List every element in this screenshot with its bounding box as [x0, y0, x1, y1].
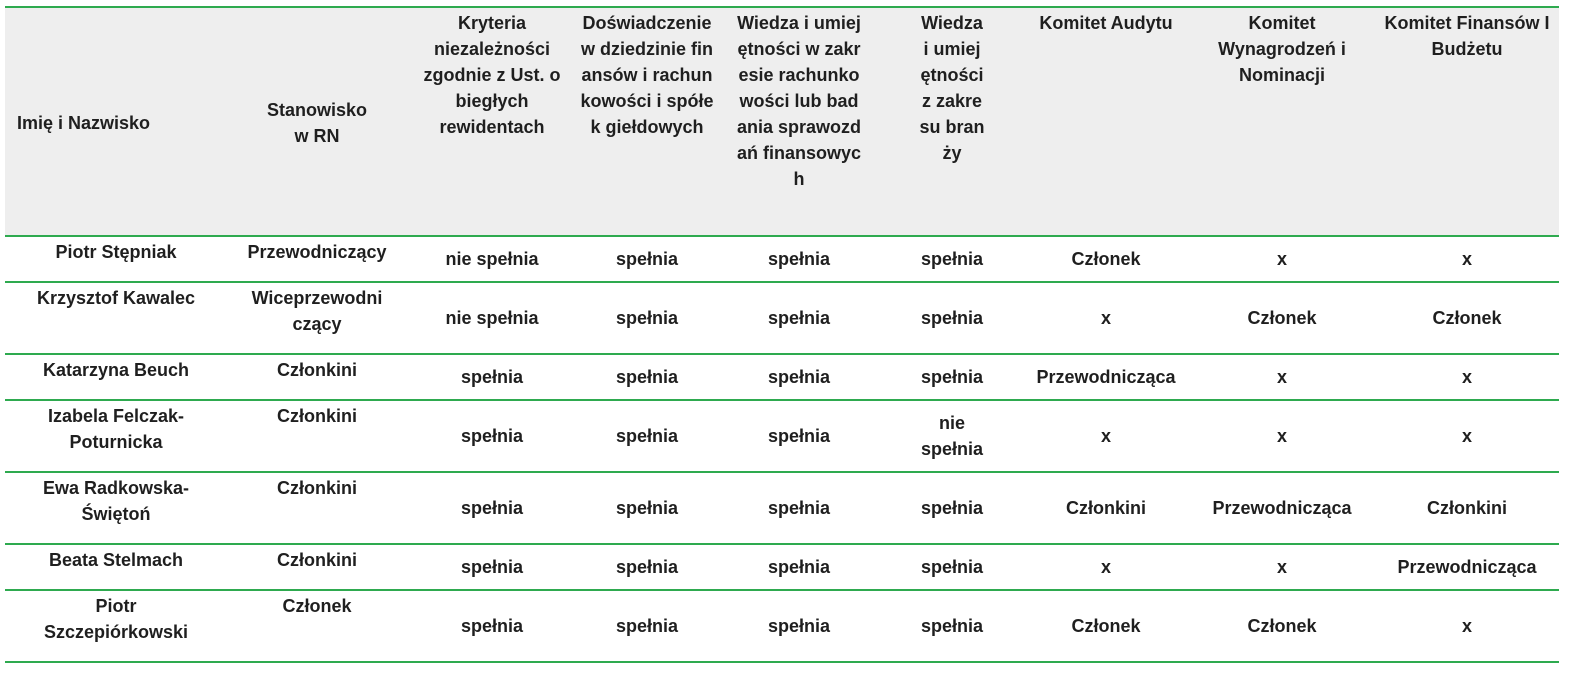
table-row	[5, 472, 1559, 544]
cell-finance-committee: x	[1375, 354, 1559, 400]
cell-audit-committee: x	[1023, 282, 1189, 354]
cell-name: Izabela Felczak-Poturnicka	[5, 400, 227, 472]
cell-accounting-knowledge: spełnia	[717, 282, 881, 354]
header-row	[5, 7, 1559, 236]
table-row	[5, 544, 1559, 590]
cell-finance-experience: spełnia	[577, 354, 717, 400]
cell-name: Piotr Szczepiórkowski	[5, 590, 227, 662]
header-audit-committee: Komitet Audytu	[1023, 7, 1189, 236]
cell-audit-committee: Członkini	[1023, 472, 1189, 544]
header-accounting-knowledge: Wiedza i umiejętności w zakresie rachunkowości lub badania sprawozdań finansowych	[717, 7, 881, 236]
cell-industry-knowledge: spełnia	[881, 590, 1023, 662]
cell-name: Piotr Stępniak	[5, 236, 227, 282]
cell-accounting-knowledge: spełnia	[717, 354, 881, 400]
cell-finance-experience: spełnia	[577, 236, 717, 282]
cell-position: Członkini	[227, 544, 407, 590]
table-header	[5, 7, 1559, 236]
cell-accounting-knowledge: spełnia	[717, 400, 881, 472]
header-position: Stanowisko w RN	[227, 7, 407, 236]
cell-remuneration-committee: x	[1189, 544, 1375, 590]
table-row	[5, 590, 1559, 662]
cell-finance-experience: spełnia	[577, 544, 717, 590]
cell-position: Członkini	[227, 472, 407, 544]
cell-audit-committee: Członek	[1023, 590, 1189, 662]
cell-remuneration-committee: x	[1189, 236, 1375, 282]
cell-finance-committee: Członek	[1375, 282, 1559, 354]
header-industry-knowledge: Wiedza i umiejętności z zakresu branży	[881, 7, 1023, 236]
cell-audit-committee: Przewodnicząca	[1023, 354, 1189, 400]
table-row	[5, 400, 1559, 472]
cell-remuneration-committee: Członek	[1189, 282, 1375, 354]
cell-name: Katarzyna Beuch	[5, 354, 227, 400]
cell-accounting-knowledge: spełnia	[717, 544, 881, 590]
cell-audit-committee: x	[1023, 400, 1189, 472]
cell-finance-experience: spełnia	[577, 282, 717, 354]
table-row	[5, 236, 1559, 282]
cell-independence: spełnia	[407, 400, 577, 472]
cell-remuneration-committee: x	[1189, 354, 1375, 400]
cell-finance-committee: Członkini	[1375, 472, 1559, 544]
header-name: Imię i Nazwisko	[5, 7, 227, 236]
cell-finance-experience: spełnia	[577, 400, 717, 472]
cell-finance-committee: Przewodnicząca	[1375, 544, 1559, 590]
table-body	[5, 236, 1559, 662]
cell-position: Członkini	[227, 354, 407, 400]
cell-industry-knowledge: spełnia	[881, 236, 1023, 282]
cell-position: Wiceprzewodniczący	[227, 282, 407, 354]
cell-independence: spełnia	[407, 472, 577, 544]
cell-independence: spełnia	[407, 354, 577, 400]
cell-remuneration-committee: x	[1189, 400, 1375, 472]
cell-industry-knowledge: spełnia	[881, 544, 1023, 590]
header-independence: Kryteria niezależności zgodnie z Ust. o biegłych rewidentach	[407, 7, 577, 236]
cell-audit-committee: Członek	[1023, 236, 1189, 282]
header-finance-committee: Komitet Finansów I Budżetu	[1375, 7, 1559, 236]
cell-independence: nie spełnia	[407, 282, 577, 354]
cell-finance-committee: x	[1375, 236, 1559, 282]
header-remuneration-committee: Komitet Wynagrodzeń i Nominacji	[1189, 7, 1375, 236]
cell-name: Beata Stelmach	[5, 544, 227, 590]
cell-position: Przewodniczący	[227, 236, 407, 282]
cell-position: Członkini	[227, 400, 407, 472]
cell-name: Ewa Radkowska-Świętoń	[5, 472, 227, 544]
board-members-table	[5, 6, 1559, 663]
cell-accounting-knowledge: spełnia	[717, 236, 881, 282]
cell-finance-experience: spełnia	[577, 472, 717, 544]
cell-industry-knowledge: spełnia	[881, 472, 1023, 544]
cell-position: Członek	[227, 590, 407, 662]
cell-independence: spełnia	[407, 590, 577, 662]
cell-remuneration-committee: Przewodnicząca	[1189, 472, 1375, 544]
cell-industry-knowledge: nie spełnia	[881, 400, 1023, 472]
cell-remuneration-committee: Członek	[1189, 590, 1375, 662]
cell-finance-committee: x	[1375, 400, 1559, 472]
cell-independence: spełnia	[407, 544, 577, 590]
cell-name: Krzysztof Kawalec	[5, 282, 227, 354]
cell-industry-knowledge: spełnia	[881, 354, 1023, 400]
cell-independence: nie spełnia	[407, 236, 577, 282]
cell-finance-committee: x	[1375, 590, 1559, 662]
cell-audit-committee: x	[1023, 544, 1189, 590]
cell-accounting-knowledge: spełnia	[717, 590, 881, 662]
table-row	[5, 354, 1559, 400]
table-row	[5, 282, 1559, 354]
header-finance-experience: Doświadczenie w dziedzinie finansów i rachunkowości i spółek giełdowych	[577, 7, 717, 236]
cell-finance-experience: spełnia	[577, 590, 717, 662]
cell-industry-knowledge: spełnia	[881, 282, 1023, 354]
cell-accounting-knowledge: spełnia	[717, 472, 881, 544]
board-table-container	[5, 6, 1559, 663]
